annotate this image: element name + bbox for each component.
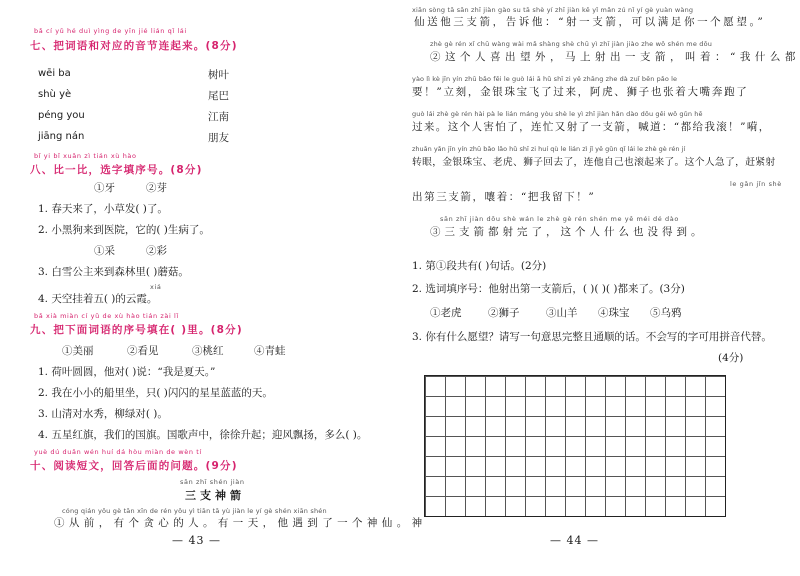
reading-line: 转眼，金银珠宝、老虎、狮子回去了，连他自己也滚起来了。这个人急了，赶紧射 [412,157,776,168]
reading-line: 要！”立刻，金银珠宝飞了过来，阿虎、狮子也张着大嘴奔跑了 [412,86,749,98]
reading-pinyin: guò lái zhè gè rén hài pà le lián máng yòu shè le yì zhī jiàn hǎn dào dōu gěi wǒ gǔn hē [412,110,703,118]
q2-option: ④珠宝 [598,307,630,319]
q7-heading: 七、把词语和对应的音节连起来。(8分) [30,40,238,52]
q8-pinyin: bǐ yi bǐ xuǎn zì tián xù hào [34,152,137,160]
q8-heading: 八、比一比，选字填序号。(8分) [30,164,203,176]
q7-pinyin-item: shù yè [38,89,72,100]
reading-pinyin: xiān sòng tā sān zhī jiàn gào su tā shè yí zhī jiàn kě yǐ mǎn zú nǐ yí gè yuàn wàng [412,6,694,14]
reading-line: ②这个人喜出望外，马上射出一支箭，叫着：“我什么都 [430,51,800,63]
p3-pinyin: sān zhī jiàn dōu shè wán le zhè gè rén shén me yě méi dé dào [440,215,679,223]
q9-option: ④青蛙 [254,345,286,357]
q9-sentence-2: 2. 我在小小的船里坐，只( )闪闪的星星蓝蓝的天。 [38,387,273,399]
q9-sentence-1: 1. 荷叶圆圆，他对( )说：“我是夏天。” [38,366,216,378]
q8-sentence-1: 1. 春天来了，小草发( )了。 [38,203,168,215]
p1-text: ①从前，有个贪心的人。有一天，他遇到了一个神仙。神 [54,517,427,529]
q1-text: 1. 第①段共有( )句话。(2分) [412,260,547,272]
q9-option: ②看见 [127,345,159,357]
q3-text: 3. 你有什么愿望？请写一句意思完整且通顺的话。不会写的字可用拼音代替。 [412,331,772,343]
q8-sentence-4: 4. 天空挂着五( )的云霞。 [38,293,158,305]
reading-pinyin: zhè gè rén xǐ chū wàng wài mǎ shàng shè chū yì zhī jiàn jiào zhe wǒ shén me dōu [430,40,713,48]
reading-line: 过来。这个人害怕了，连忙又射了一支箭，喊道：“都给我滚！”嗬， [412,121,771,133]
q8-option: ②彩 [146,245,167,257]
q8-s4-pinyin: xiá [150,283,162,291]
reading-pinyin: zhuǎn yǎn jīn yín zhū bǎo lǎo hǔ shī zi huí qù le lián zì jǐ yě gǔn qǐ lái le zhè gè rén jí [412,145,686,153]
q8-option: ①采 [94,245,115,257]
q2-text: 2. 选词填序号：他射出第一支箭后，( )( )( )都来了。(3分) [412,283,685,295]
q9-option: ③桃红 [192,345,224,357]
p3-text: ③三支箭都射完了，这个人什么也没得到。 [430,226,706,238]
q10-heading: 十、阅读短文，回答后面的问题。(9分) [30,460,238,472]
reading-line: 仙送他三支箭，告诉他：“射一支箭，可以满足你一个愿望。” [414,16,766,28]
q2-option: ③山羊 [546,307,578,319]
q9-pinyin: bǎ xià miàn cí yǔ de xù hào tián zài lǐ [34,312,179,320]
q7-pinyin-item: péng you [38,110,85,121]
story-title-pinyin: sān zhī shén jiàn [180,478,245,486]
q8-sentence-2: 2. 小黑狗来到医院，它的( )生病了。 [38,224,210,236]
q7-word-item: 朋友 [208,132,229,144]
story-title: 三支神箭 [185,489,245,502]
q7-word-item: 树叶 [208,69,229,81]
q7-word-item: 江南 [208,111,229,123]
writing-grid[interactable] [424,375,726,517]
q7-pinyin: bǎ cí yǔ hé duì yìng de yīn jié lián qǐ lái [34,27,187,35]
q2-option: ②狮子 [488,307,520,319]
page-number-right: — 44 — [550,534,599,547]
q9-option: ①美丽 [62,345,94,357]
q9-heading: 九、把下面词语的序号填在( )里。(8分) [30,324,243,336]
reading-pinyin: le gǎn jǐn shè [730,180,782,188]
q2-option: ⑤乌鸦 [650,307,682,319]
q9-sentence-4: 4. 五星红旗，我们的国旗。国歌声中，徐徐升起；迎风飘扬，多么( )。 [38,429,368,441]
q9-sentence-3: 3. 山清对水秀，柳绿对( )。 [38,408,168,420]
reading-pinyin: yào lì kè jīn yín zhū bǎo fēi le guò lái ā hǔ shī zi yě zhāng zhe dà zuǐ bēn pǎo le [412,75,678,83]
q7-pinyin-item: jiāng nán [38,131,85,142]
q3-score: (4分) [718,352,744,364]
q7-pinyin-item: wēi ba [38,68,71,79]
reading-line: 出第三支箭，嚷着：“把我留下！” [412,191,596,203]
q8-sentence-3: 3. 白雪公主来到森林里( )蘑菇。 [38,266,189,278]
p1-pinyin: cóng qián yǒu gè tān xīn de rén yǒu yì tiān tā yù jiàn le yí gè shén xiān shén [62,507,327,515]
q8-option: ①牙 [94,182,115,194]
q7-word-item: 尾巴 [208,90,229,102]
page-number-left: — 43 — [172,534,221,547]
q8-option: ②芽 [146,182,167,194]
q10-pinyin: yuè dú duǎn wén huí dá hòu miàn de wèn tí [34,448,202,456]
q2-option: ①老虎 [430,307,462,319]
